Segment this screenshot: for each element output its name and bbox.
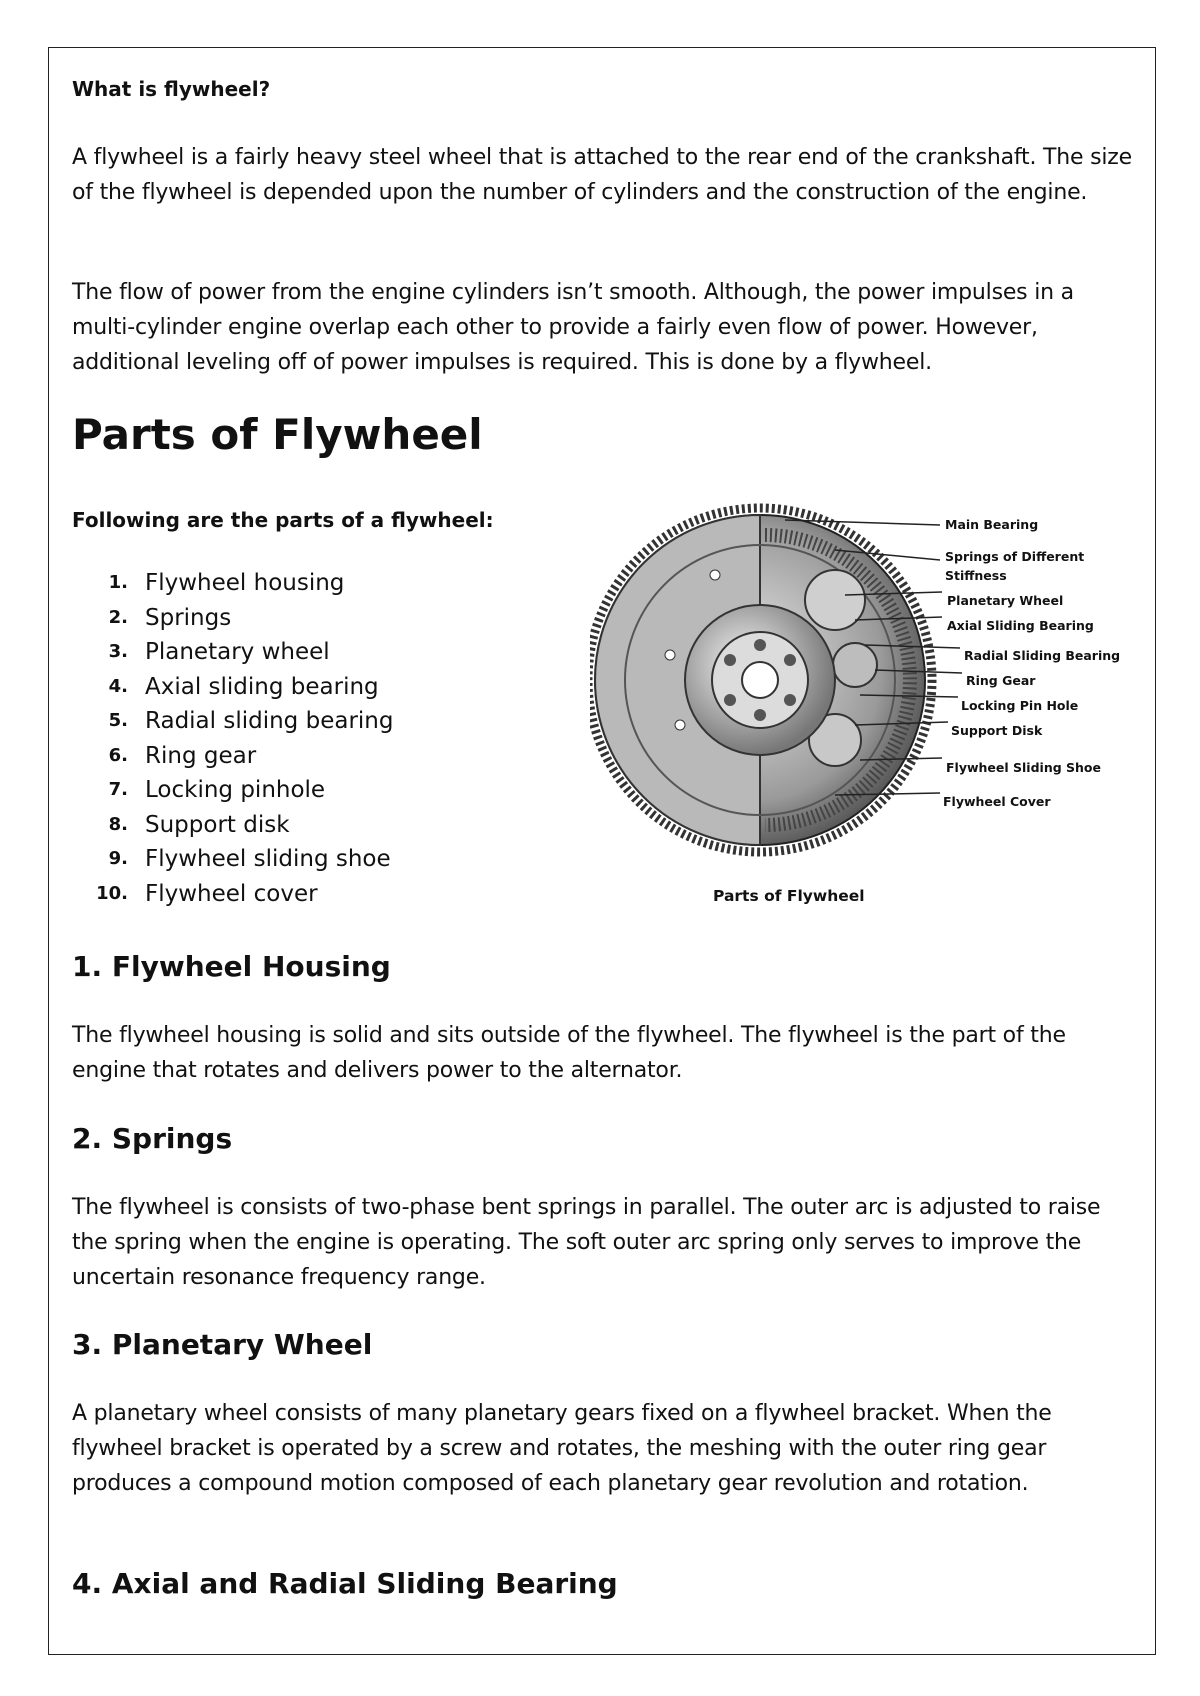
list-item bbox=[72, 808, 512, 843]
list-number: 5. bbox=[108, 710, 128, 731]
figure-label: Springs of Different bbox=[945, 549, 1085, 564]
list-number: 6. bbox=[108, 744, 128, 766]
figure-label: Main Bearing bbox=[945, 517, 1039, 532]
list-item bbox=[72, 842, 512, 877]
list-label: Ring gear bbox=[145, 742, 257, 769]
list-number: 4. bbox=[108, 675, 128, 697]
bolt-hole-icon bbox=[754, 709, 766, 721]
list-number: 8. bbox=[108, 813, 128, 835]
figure-caption: Parts of Flywheel bbox=[713, 887, 865, 905]
section-heading-bearing: 4. Axial and Radial Sliding Bearing bbox=[72, 1567, 618, 1600]
list-number: 7. bbox=[108, 779, 128, 800]
section-body-springs: The flywheel is consists of two-phase bent springs in parallel. The outer arc is adjusted to raise the spring when the engine is operating. The soft outer arc spring only serves to improve the uncertain resonance frequency range. bbox=[72, 1195, 1101, 1290]
list-label: Planetary wheel bbox=[145, 639, 330, 665]
cover-hole-icon bbox=[675, 720, 685, 730]
bolt-hole-icon bbox=[754, 639, 766, 651]
list-label: Flywheel housing bbox=[145, 570, 345, 596]
cover-hole-icon bbox=[665, 650, 675, 660]
list-number: 2. bbox=[108, 606, 128, 628]
list-item bbox=[72, 601, 512, 636]
list-item bbox=[72, 670, 512, 705]
question-heading: What is flywheel? bbox=[72, 77, 271, 101]
list-number: 3. bbox=[108, 641, 128, 662]
section-heading-planetary: 3. Planetary Wheel bbox=[72, 1328, 373, 1361]
figure-label: Flywheel Cover bbox=[943, 794, 1051, 809]
planetary-gear-icon bbox=[833, 643, 877, 687]
list-item bbox=[72, 739, 512, 774]
list-number: 9. bbox=[108, 848, 128, 869]
list-number: 1. bbox=[108, 572, 128, 593]
figure-label: Flywheel Sliding Shoe bbox=[946, 760, 1101, 775]
bolt-hole-icon bbox=[724, 694, 736, 706]
definition-paragraph: A flywheel is a fairly heavy steel wheel that is attached to the rear end of the crankshaft. The size of the flywheel is depended upon the number of cylinders and the construction of the engine. bbox=[72, 145, 1132, 205]
list-item bbox=[72, 704, 512, 739]
planetary-gear-icon bbox=[805, 570, 865, 630]
parts-intro: Following are the parts of a flywheel: bbox=[72, 508, 494, 532]
power-paragraph: The flow of power from the engine cylinders isn’t smooth. Although, the power impulses in a multi-cylinder engine overlap each other to provide a fairly even flow of power. However, additional leveling off of power impulses is required. This is done by a flywheel. bbox=[72, 280, 1074, 375]
section-body-planetary: A planetary wheel consists of many planetary gears fixed on a flywheel bracket. When the flywheel bracket is operated by a screw and rotates, the meshing with the outer ring gear produces a compound motion composed of each planetary gear revolution and rotation. bbox=[72, 1401, 1052, 1496]
list-label: Support disk bbox=[145, 811, 290, 838]
list-number: 10. bbox=[96, 882, 128, 904]
figure-label: Planetary Wheel bbox=[947, 593, 1064, 608]
figure-label: Locking Pin Hole bbox=[961, 698, 1079, 713]
figure-label: Support Disk bbox=[951, 723, 1043, 738]
parts-list bbox=[72, 566, 512, 911]
list-item bbox=[72, 773, 512, 808]
section-heading-springs: 2. Springs bbox=[72, 1122, 233, 1155]
list-label: Flywheel cover bbox=[145, 880, 318, 907]
list-label: Axial sliding bearing bbox=[145, 673, 379, 700]
bolt-hole-icon bbox=[784, 694, 796, 706]
cover-hole-icon bbox=[710, 570, 720, 580]
list-label: Flywheel sliding shoe bbox=[145, 846, 391, 872]
list-item bbox=[72, 566, 512, 601]
figure-label: Ring Gear bbox=[966, 673, 1036, 688]
flywheel-diagram bbox=[590, 490, 1120, 920]
flywheel-figure bbox=[590, 490, 1120, 920]
bolt-hole-icon bbox=[724, 654, 736, 666]
parts-heading: Parts of Flywheel bbox=[72, 410, 483, 459]
figure-label: Radial Sliding Bearing bbox=[964, 648, 1120, 663]
list-label: Locking pinhole bbox=[145, 777, 326, 803]
figure-label: Axial Sliding Bearing bbox=[947, 618, 1094, 633]
section-body-housing: The flywheel housing is solid and sits outside of the flywheel. The flywheel is the part of the engine that rotates and delivers power to the alternator. bbox=[72, 1023, 1066, 1083]
center-bore bbox=[742, 662, 778, 698]
section-heading-housing: 1. Flywheel Housing bbox=[72, 950, 391, 983]
figure-label: Stiffness bbox=[945, 568, 1007, 583]
list-item bbox=[72, 877, 512, 912]
bolt-hole-icon bbox=[784, 654, 796, 666]
list-label: Springs bbox=[145, 604, 232, 631]
list-item bbox=[72, 635, 512, 670]
list-label: Radial sliding bearing bbox=[145, 708, 394, 734]
